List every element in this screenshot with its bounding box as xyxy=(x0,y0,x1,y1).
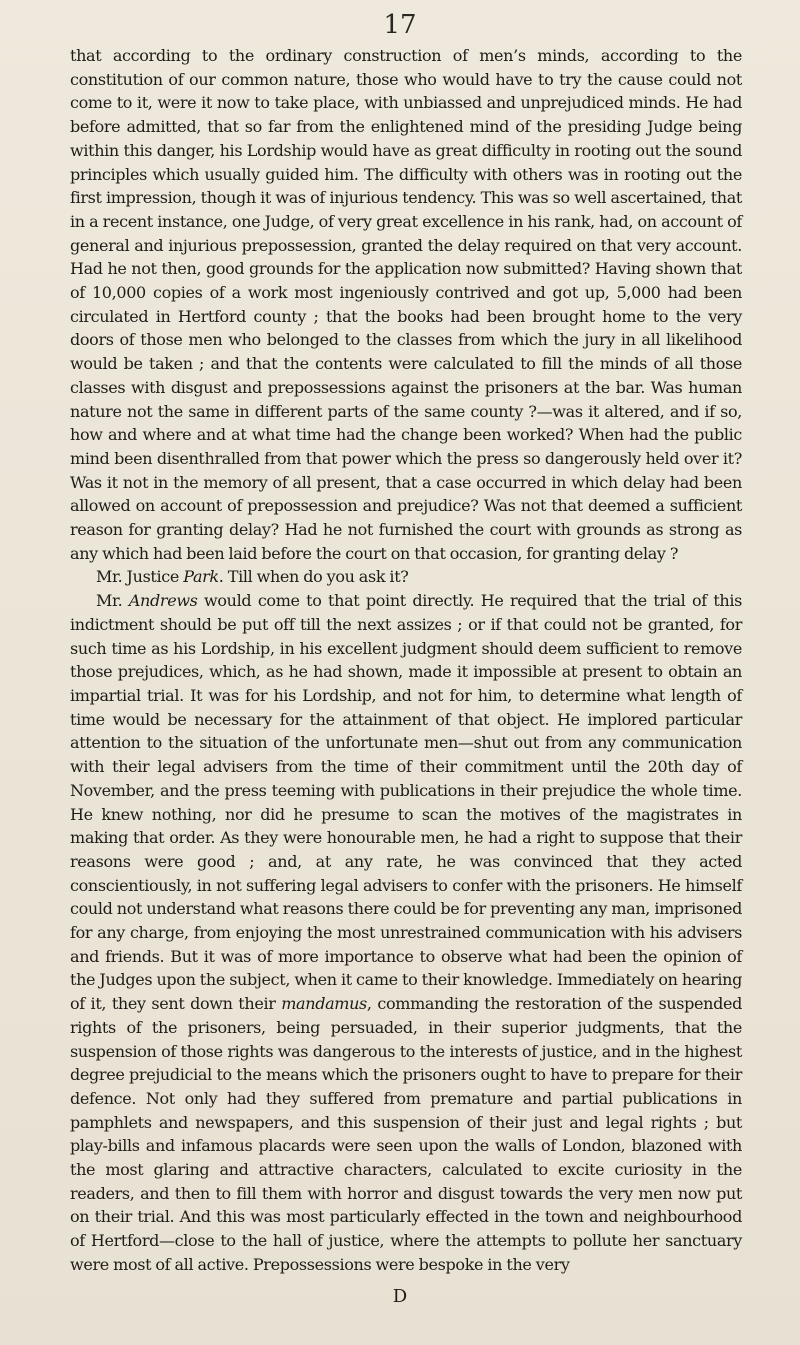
body-text xyxy=(70,44,742,1277)
italic-term: mandamus xyxy=(281,994,367,1014)
paragraph-justice-park xyxy=(70,565,742,589)
speaker-title: Mr. xyxy=(96,591,129,611)
signature-mark: D xyxy=(392,1286,408,1307)
paragraph-text-part-1: would come to that point directly. He required that the trial of this indictment should be put off till the next assizes ; or if that could not be granted, for such time as his Lordship, in his excellent judgment should deem sufficient to remove those prejudices, which, as he had shown, made it impossible at present to obtain an impartial trial. It was for his Lordship, and not for him, to determine what length of time would be necessary for the attainment of that object. He implored particular attention to the situation of the unfortunate men—shut out from any communication with their legal advisers from the time of their commitment until the 20th day of November, and the press teeming with publications in their prejudice the whole time. He knew nothing, nor did he presume to scan the motives of the magistrates in making that order. As they were honourable men, he had a right to suppose that their reasons were good ; and, at any rate, he was convinced that they acted conscientiously, in not suffering legal advisers to confer with the prisoners. He himself could not understand what reasons there could be for preventing any man, imprisoned for any charge, from enjoying the most unrestrained communication with his advisers and friends. But it was of more importance to observe what had been the opinion of the Judges upon the subject, when it came to their knowledge. Immediately on hearing of it, they sent down their xyxy=(70,591,743,1014)
speaker-name: Park xyxy=(183,567,219,587)
paragraph-continuation: that according to the ordinary construction of men’s minds, according to the constitution of our common nature, those who would have to try the cause could not come to it, were it now to take place, with unbiassed and unprejudiced minds. He had before admitted, that so far from the enlightened mind of the presiding Judge being within this danger, his Lordship would have as great difficulty in rooting out the sound principles which usually guided him. The difficulty with others was in rooting out the first impression, though it was of injurious tendency. This was so well ascertained, that in a recent instance, one Judge, of very great excellence in his rank, had, on account of general and injurious prepossession, granted the delay required on that very account. Had he not then, good grounds for the application now submitted? Having shown that of 10,000 copies of a work most ingeniously contrived and got up, 5,000 had been circulated in Hertford county ; that the books had been brought home to the very doors of those men who belonged to the classes from which the jury in all likelihood would be taken ; and that the contents were calculated to fill the minds of all those classes with disgust and prepossessions against the prisoners at the bar. Was human nature not the same in different parts of the same county ?—was it altered, and if so, how and where and at what time had the change been worked? When had the public mind been disenthralled from that power which the press so dangerously held over it? Was it not in the memory of all present, that a case occurred in which delay had been allowed on account of prepossession and prejudice? Was not that deemed a sufficient reason for granting delay? Had he not furnished the court with grounds as strong as any which had been laid before the court on that occasion, for granting delay ? xyxy=(70,46,742,563)
page-number: 17 xyxy=(383,10,417,40)
paragraph-mr-andrews xyxy=(70,589,742,1276)
speaker-text: . Till when do you ask it? xyxy=(218,567,409,587)
speaker-title: Mr. Justice xyxy=(96,567,184,587)
speaker-name: Andrews xyxy=(128,591,198,611)
paragraph-text-part-2: , commanding the restoration of the suspended rights of the prisoners, being persuaded, in their superior judgments, that the suspension of those rights was dangerous to the interests of justice, and in the highest degree prejudicial to the means which the prisoners ought to have to prepare for their defence. Not only had they suffered from premature and partial publications in pamphlets and newspapers, and this suspension of their just and legal rights ; but play-bills and infamous placards were seen upon the walls of London, blazoned with the most glaring and attractive characters, calculated to excite curiosity in the readers, and then to fill them with horror and disgust towards the very men now put on their trial. And this was most particularly effected in the town and neighbourhood of Hertford—close to the hall of justice, where the attempts to pollute her sanctuary were most of all active. Prepossessions were bespoke in the very xyxy=(70,994,743,1274)
